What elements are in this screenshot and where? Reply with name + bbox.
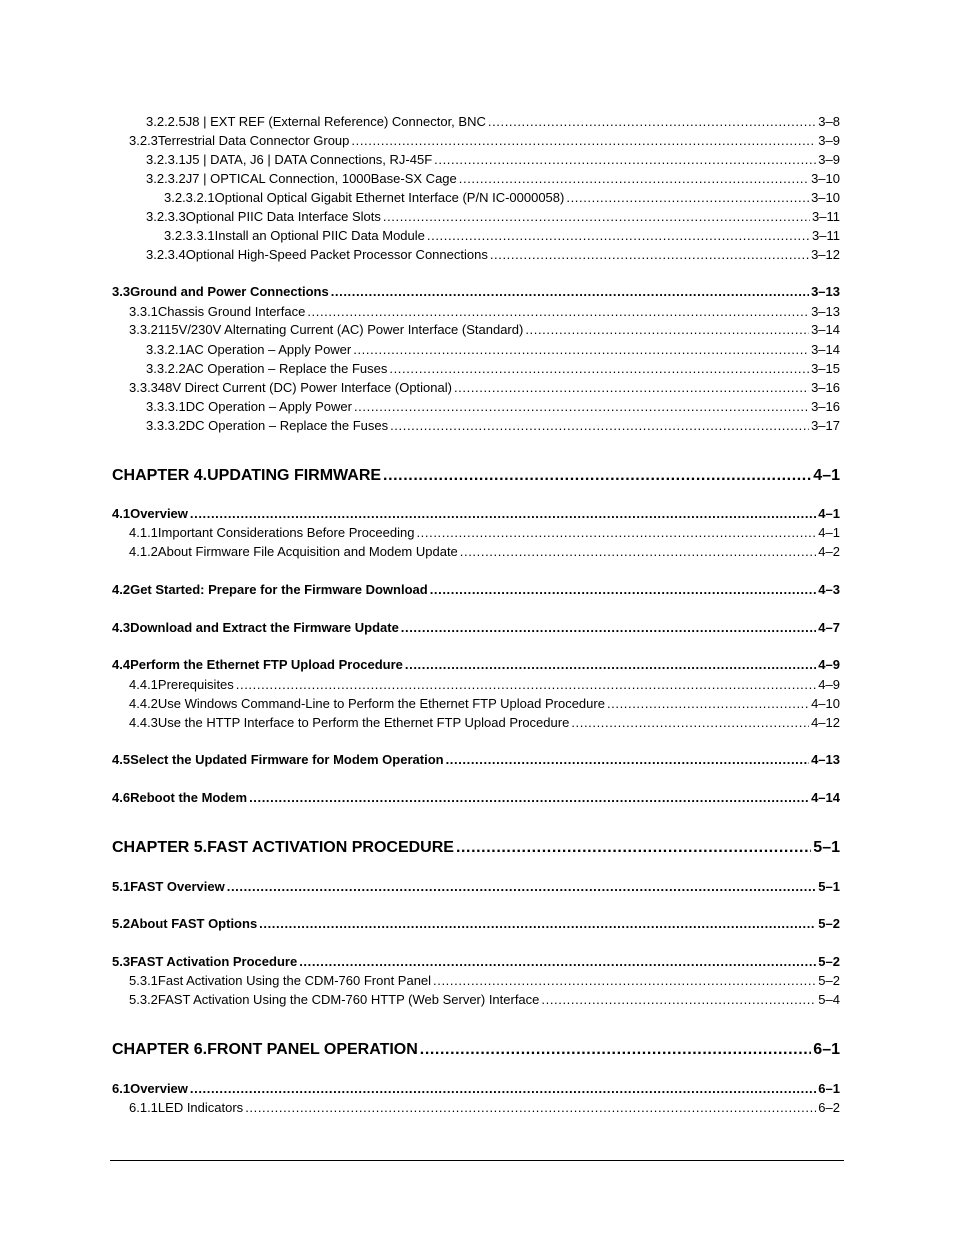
dot-leader	[490, 247, 809, 263]
toc-entry-page: 4–1	[818, 506, 840, 521]
toc-entry-number: 4.6	[112, 790, 131, 805]
toc-entry-title: Download and Extract the Firmware Update	[130, 620, 399, 635]
toc-entry-page: 4–2	[818, 544, 840, 559]
toc-entry-number: 3.3.2.1	[146, 342, 186, 357]
toc-entry-number: 3.2.3.4	[146, 247, 186, 262]
dot-leader	[331, 284, 809, 300]
toc-entry[interactable]	[112, 752, 840, 768]
toc-entry-page: 3–16	[811, 399, 840, 414]
toc-entry-page: 4–9	[818, 657, 840, 672]
toc-entry-number: CHAPTER 5.	[112, 839, 208, 856]
footer-rule	[110, 1160, 844, 1161]
toc-entry-number: 3.3.3.1	[146, 399, 186, 414]
toc-entry-number: 3.3.1	[129, 304, 158, 319]
dot-leader	[541, 992, 816, 1008]
dot-leader	[460, 544, 817, 560]
toc-entry[interactable]	[112, 284, 840, 300]
toc-entry[interactable]	[129, 973, 840, 989]
dot-leader	[430, 582, 817, 598]
toc-entry[interactable]	[112, 1081, 840, 1097]
toc-entry-number: 3.3.2	[129, 322, 158, 337]
toc-entry-number: 5.3	[112, 954, 131, 969]
toc-entry[interactable]	[129, 1100, 840, 1116]
toc-entry-page: 3–11	[812, 228, 840, 243]
toc-entry-number: 4.1	[112, 506, 131, 521]
toc-entry-number: 3.3	[112, 284, 131, 299]
toc-entry-page: 4–1	[818, 525, 840, 540]
toc-entry-title: Install an Optional PIIC Data Module	[214, 228, 425, 243]
toc-entry-page: 3–13	[811, 304, 840, 319]
toc-entry-number: 4.2	[112, 582, 131, 597]
toc-entry-title: Important Considerations Before Proceeding	[157, 525, 415, 540]
toc-entry-number: 3.3.2.2	[146, 361, 186, 376]
toc-chapter-entry[interactable]	[112, 466, 840, 486]
toc-entry[interactable]	[129, 696, 840, 712]
toc-entry-number: CHAPTER 6.	[112, 1041, 208, 1058]
dot-leader	[236, 677, 817, 693]
toc-entry-number: 4.4.3	[129, 715, 158, 730]
toc-entry-title: UPDATING FIRMWARE	[207, 467, 382, 484]
toc-entry-page: 4–1	[813, 467, 840, 484]
toc-entry-title: Use Windows Command-Line to Perform the Ethernet FTP Upload Procedure	[157, 696, 605, 711]
dot-leader	[190, 506, 816, 522]
dot-leader	[434, 152, 816, 168]
dot-leader	[383, 466, 811, 486]
toc-entry-title: Overview	[130, 506, 188, 521]
toc-entry-number: 5.1	[112, 879, 131, 894]
toc-entry-title: FAST Activation Using the CDM-760 HTTP (Web Server) Interface	[157, 992, 540, 1007]
toc-entry[interactable]	[129, 133, 840, 149]
toc-entry-number: 3.2.3.3.1	[164, 228, 215, 243]
toc-entry-number: 5.3.1	[129, 973, 158, 988]
toc-entry-page: 3–16	[811, 380, 840, 395]
dot-leader	[390, 418, 809, 434]
toc-entry-title: FAST Overview	[130, 879, 225, 894]
toc-entry-page: 3–10	[811, 171, 840, 186]
dot-leader	[459, 171, 809, 187]
dot-leader	[245, 1100, 816, 1116]
dot-leader	[607, 696, 809, 712]
dot-leader	[401, 620, 817, 636]
toc-entry-title: FAST Activation Procedure	[130, 954, 298, 969]
toc-entry-title: DC Operation – Apply Power	[185, 399, 352, 414]
toc-entry[interactable]	[112, 657, 840, 673]
toc-entry[interactable]	[129, 380, 840, 396]
toc-entry-number: 5.3.2	[129, 992, 158, 1007]
toc-entry-number: 3.3.3.2	[146, 418, 186, 433]
toc-entry[interactable]	[129, 992, 840, 1008]
toc-entry[interactable]	[112, 620, 840, 636]
toc-entry-number: 4.1.1	[129, 525, 158, 540]
toc-entry-page: 3–9	[818, 152, 840, 167]
toc-entry[interactable]	[146, 114, 840, 130]
toc-entry-title: J5 | DATA, J6 | DATA Connections, RJ-45F	[185, 152, 433, 167]
toc-entry-title: AC Operation – Replace the Fuses	[185, 361, 388, 376]
toc-entry-number: 3.2.3.1	[146, 152, 186, 167]
dot-leader	[383, 209, 810, 225]
toc-entry-page: 5–1	[818, 879, 840, 894]
toc-entry-page: 4–14	[811, 790, 840, 805]
toc-entry-page: 3–10	[811, 190, 840, 205]
toc-entry[interactable]	[146, 342, 840, 358]
toc-entry-page: 5–2	[818, 954, 840, 969]
toc-entry-title: Use the HTTP Interface to Perform the Ethernet FTP Upload Procedure	[157, 715, 570, 730]
dot-leader	[259, 916, 816, 932]
toc-entry-page: 3–13	[811, 284, 840, 299]
toc-entry[interactable]	[112, 916, 840, 932]
dot-leader	[488, 114, 816, 130]
toc-entry-page: 5–4	[818, 992, 840, 1007]
toc-entry-title: J8 | EXT REF (External Reference) Connector, BNC	[185, 114, 486, 129]
toc-entry-title: Select the Updated Firmware for Modem Operation	[130, 752, 444, 767]
toc-entry-page: 4–3	[818, 582, 840, 597]
toc-entry[interactable]	[112, 954, 840, 970]
toc-entry-page: 4–13	[811, 752, 840, 767]
dot-leader	[427, 228, 810, 244]
toc-entry[interactable]	[112, 582, 840, 598]
toc-entry-page: 4–7	[818, 620, 840, 635]
toc-entry-page: 3–12	[811, 247, 840, 262]
dot-leader	[351, 133, 816, 149]
toc-entry-title: About FAST Options	[130, 916, 258, 931]
toc-entry-title: Overview	[130, 1081, 188, 1096]
toc-entry-number: 4.4.2	[129, 696, 158, 711]
toc-entry-number: 5.2	[112, 916, 131, 931]
toc-entry-number: 3.2.2.5	[146, 114, 186, 129]
toc-entry-page: 5–2	[818, 973, 840, 988]
toc-entry[interactable]	[146, 209, 840, 225]
toc-entry-title: FAST ACTIVATION PROCEDURE	[207, 839, 454, 856]
toc-entry-page: 4–9	[818, 677, 840, 692]
toc-entry-page: 3–11	[812, 209, 840, 224]
toc-entry-number: 3.2.3	[129, 133, 158, 148]
toc-chapter-entry[interactable]	[112, 1040, 840, 1060]
dot-leader	[420, 1040, 812, 1060]
toc-entry[interactable]	[129, 322, 840, 338]
toc-entry-title: Prerequisites	[157, 677, 234, 692]
toc-entry-title: Optional PIIC Data Interface Slots	[185, 209, 381, 224]
toc-entry-title: Optional High-Speed Packet Processor Connections	[185, 247, 488, 262]
dot-leader	[227, 879, 817, 895]
dot-leader	[446, 752, 810, 768]
toc-entry-number: 3.3.3	[129, 380, 158, 395]
toc-entry-number: 4.4.1	[129, 677, 158, 692]
toc-entry-title: Optional Optical Gigabit Ethernet Interface (P/N IC-0000058)	[214, 190, 565, 205]
toc-entry[interactable]	[164, 190, 840, 206]
toc-entry-title: J7 | OPTICAL Connection, 1000Base-SX Cage	[185, 171, 457, 186]
dot-leader	[405, 657, 816, 673]
toc-entry-title: Get Started: Prepare for the Firmware Download	[130, 582, 428, 597]
toc-entry-title: FRONT PANEL OPERATION	[207, 1041, 418, 1058]
toc-entry-title: About Firmware File Acquisition and Modem Update	[157, 544, 458, 559]
toc-entry-number: CHAPTER 4.	[112, 467, 208, 484]
dot-leader	[190, 1081, 816, 1097]
toc-entry-title: 48V Direct Current (DC) Power Interface (Optional)	[157, 380, 452, 395]
toc-entry-number: 3.2.3.2.1	[164, 190, 215, 205]
toc-entry[interactable]	[112, 790, 840, 806]
toc-entry[interactable]	[129, 544, 840, 560]
dot-leader	[454, 380, 809, 396]
toc-entry-page: 3–17	[811, 418, 840, 433]
dot-leader	[299, 954, 816, 970]
dot-leader	[456, 838, 811, 858]
toc-entry-page: 5–1	[813, 839, 840, 856]
toc-entry-page: 5–2	[818, 916, 840, 931]
toc-entry-title: LED Indicators	[157, 1100, 244, 1115]
toc-entry-number: 3.2.3.3	[146, 209, 186, 224]
toc-entry-page: 3–14	[811, 342, 840, 357]
toc-entry-number: 6.1	[112, 1081, 131, 1096]
dot-leader	[566, 190, 809, 206]
toc-entry-page: 3–14	[811, 322, 840, 337]
toc-entry[interactable]	[146, 247, 840, 263]
toc-entry-number: 4.4	[112, 657, 131, 672]
toc-entry-title: Chassis Ground Interface	[157, 304, 306, 319]
toc-entry-page: 4–10	[811, 696, 840, 711]
dot-leader	[416, 525, 816, 541]
dot-leader	[433, 973, 816, 989]
dot-leader	[353, 342, 809, 358]
toc-entry-title: Perform the Ethernet FTP Upload Procedure	[130, 657, 403, 672]
dot-leader	[249, 790, 809, 806]
toc-entry-title: Terrestrial Data Connector Group	[157, 133, 350, 148]
toc-entry[interactable]	[146, 152, 840, 168]
dot-leader	[307, 304, 809, 320]
toc-entry-title: Ground and Power Connections	[130, 284, 329, 299]
toc-entry[interactable]	[146, 171, 840, 187]
toc-entry-page: 6–1	[813, 1041, 840, 1058]
toc-entry-number: 4.1.2	[129, 544, 158, 559]
toc-entry-number: 3.2.3.2	[146, 171, 186, 186]
toc-entry-number: 4.5	[112, 752, 131, 767]
toc-entry-page: 3–9	[818, 133, 840, 148]
toc-entry[interactable]	[146, 361, 840, 377]
dot-leader	[354, 399, 809, 415]
toc-entry-number: 4.3	[112, 620, 131, 635]
toc-chapter-entry[interactable]	[112, 838, 840, 858]
toc-entry-number: 6.1.1	[129, 1100, 158, 1115]
toc-entry-page: 6–1	[818, 1081, 840, 1096]
toc-entry[interactable]	[146, 418, 840, 434]
toc-entry-page: 3–8	[818, 114, 840, 129]
toc-entry[interactable]	[129, 525, 840, 541]
toc-entry-title: 115V/230V Alternating Current (AC) Power Interface (Standard)	[157, 322, 524, 337]
dot-leader	[525, 322, 809, 338]
toc-entry[interactable]	[129, 677, 840, 693]
toc-entry[interactable]	[164, 228, 840, 244]
toc-entry-title: DC Operation – Replace the Fuses	[185, 418, 389, 433]
dot-leader	[571, 715, 809, 731]
toc-entry[interactable]	[146, 399, 840, 415]
toc-entry[interactable]	[129, 304, 840, 320]
toc-entry-page: 4–12	[811, 715, 840, 730]
toc-entry[interactable]	[112, 879, 840, 895]
toc-entry-page: 6–2	[818, 1100, 840, 1115]
toc-entry-title: Fast Activation Using the CDM-760 Front Panel	[157, 973, 432, 988]
dot-leader	[389, 361, 809, 377]
toc-entry[interactable]	[112, 506, 840, 522]
toc-entry-title: Reboot the Modem	[130, 790, 248, 805]
toc-entry[interactable]	[129, 715, 840, 731]
toc-entry-title: AC Operation – Apply Power	[185, 342, 352, 357]
toc-entry-page: 3–15	[811, 361, 840, 376]
